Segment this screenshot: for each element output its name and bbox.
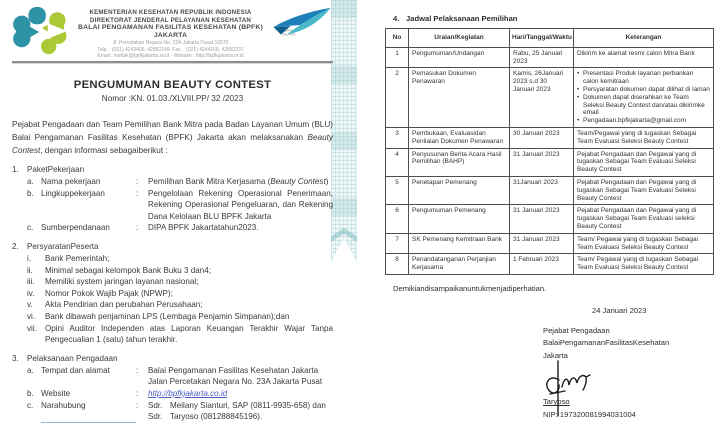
letterhead: [12, 6, 333, 60]
signatory-nip: NIP: 197320081994031004: [543, 409, 636, 419]
signatory-role: Pejabat Pengadaan: [543, 325, 610, 335]
cell-keterangan: Team/ Pegawai yang di tugaskan Sebagai Team Evaluasi Seleksi Beauty Contest: [574, 254, 714, 275]
requirement-item: vii. Opini Auditor Independen atas Laporan Keuangan Terakhir Wajar Tanpa Pengecualian 1 (satu) tahun terakhir.: [27, 323, 333, 345]
requirement-item: ii. Minimal sebagai kelompok Bank Buku 3 dan4;: [27, 265, 212, 275]
section-number: 1.: [12, 165, 19, 175]
field-value: Pengelolaan Rekening Operasional Penerimaan, Rekening Operasional Pengeluaran, dan Rekening Dana Kelolaan BLU BPFK Jakarta: [148, 188, 333, 221]
letter-date: 24 Januari 2023: [592, 305, 647, 315]
field-label: Lingkuppekerjaan: [41, 188, 105, 198]
cell-waktu: 31Januari 2023: [510, 176, 574, 204]
cell-kegiatan: SK Pemenang Kemitraan Bank: [409, 233, 510, 254]
requirement-item: i. Bank Pemerintah;: [27, 254, 110, 264]
cell-no: 2: [386, 68, 409, 128]
closing-line: Demikiandisampaikanuntukmenjadiperhatian.: [393, 283, 547, 293]
table-row: [386, 254, 714, 275]
cell-keterangan: Team/ Pegawai yang di tugaskan Sebagai Team Evaluasi Seleksi Beauty Contest: [574, 233, 714, 254]
signature-block: [543, 325, 713, 422]
requirement-item: iii. Memiliki system jaringan layanan nasional;: [27, 277, 199, 287]
office-phone: Telp. : (021) 4243406, 42882249, Fax. : (021) 4244168, 42882237: [97, 46, 244, 53]
table-row: [386, 176, 714, 204]
field-value: Sdr. Meilany Sianturi, SAP (0811-9935-658) dan Sdr. Taryoso (081288845196).: [148, 400, 326, 422]
cell-keterangan: [574, 68, 714, 128]
cell-kegiatan: Pemasukan Dokumen Penawaran: [409, 68, 510, 128]
page-left: [12, 6, 333, 423]
svg-text:JAKARTA: JAKARTA: [282, 32, 296, 37]
website-link[interactable]: http://bpfkjakarta.co.id: [148, 389, 228, 399]
table-header-row: [386, 29, 714, 48]
signature-icon: [543, 358, 595, 420]
decorative-ribbon: [331, 0, 357, 262]
keterangan-bullet: • Dokumen dapat diserahkan ke Team Seleksi Beauty Contest dan/atau dikirimke email: [577, 93, 705, 117]
field-label: Website: [41, 389, 71, 399]
table-row: [386, 68, 714, 128]
section-number: 2.: [12, 242, 19, 252]
field-row: c. Narahubung : Sdr. Meilany Sianturi, SAP (0811-9935-658) dan Sdr. Taryoso (081288845196).: [12, 400, 333, 423]
cell-keterangan: Team/Pegawai yang di tugaskan Sebagai Team Evaluasi Seleksi Beauty Contest: [574, 127, 714, 148]
letterhead-text: [70, 6, 271, 60]
field-value: [148, 388, 333, 400]
schedule-table: [385, 28, 714, 275]
cell-waktu: Rabu, 25 Januari 2023: [510, 47, 574, 68]
office-email-web: Email : kontak@bpfkjakarta.or.id - Website : http://bpfkjakarta.or.id: [97, 53, 244, 59]
schedule-table-body: [386, 47, 714, 274]
document-number: Nomor :KN. 01.03./XLVIII.PP/ 32 /2023: [101, 93, 244, 103]
cell-no: 6: [386, 205, 409, 233]
field-label: Nama pekerjaan: [41, 177, 101, 187]
signatory-name: Taryoso: [543, 397, 570, 407]
persyaratan-list: [12, 253, 333, 346]
cell-keterangan: Pejabat Pengadaan dan Pegawai yang di tugaskan Sebagai Team Evaluasi seleksi Beauty Contest: [574, 205, 714, 233]
office-name: BALAI PENGAMANAN FASILITAS KESEHATAN (BPFK) JAKARTA: [78, 24, 263, 39]
letterhead-rule: [12, 61, 333, 64]
cell-waktu: 30 Januari 2023: [510, 127, 574, 148]
field-value: DIPA BPFK Jakartatahun2023.: [148, 223, 259, 233]
kemenkes-logo-icon: [12, 6, 70, 56]
requirement-item: vi. Bank dibawah penjaminan LPS (Lembaga Penjamin Simpanan);dan: [27, 312, 290, 322]
section-paket-pekerjaan: [12, 164, 333, 234]
cell-kegiatan: Penandatanganan Perjanjian Kerjasama: [409, 254, 510, 275]
field-value: Pemilihan Bank Mitra Kerjasama (Beauty Contest): [148, 177, 329, 187]
keterangan-bullet: • Persyaratan dokumen dapat dilihat di laman: [577, 85, 710, 93]
cell-waktu: 31 Januari 2023: [510, 148, 574, 176]
requirement-item: iv. Nomor Pokok Wajib Pajak (NPWP);: [27, 288, 173, 298]
field-label: Sumberpendanaan: [41, 223, 110, 233]
field-value: Balai Pengamanan Fasilitas Kesehatan Jakarta Jalan Percetakan Negara No. 23A Jakarta Pusat: [148, 365, 323, 387]
ministry-name: KEMENTERIAN KESEHATAN REPUBLIK INDONESIA: [89, 9, 252, 16]
contact-person: Meilany Sianturi, SAP (0811-9935-658) dan: [170, 400, 326, 410]
field-row: b. Website : http://bpfkjakarta.co.id: [12, 388, 333, 400]
table-row: [386, 127, 714, 148]
office-address: Jl. Percetakan Negara No. 23A Jakarta Pusat 10570: [112, 40, 229, 46]
section-persyaratan-peserta: [12, 241, 333, 346]
keterangan-bullet: • Pengadaan.bpfkjakarta@gmail.com: [577, 117, 687, 125]
page-title: PENGUMUMAN BEAUTY CONTEST: [73, 78, 272, 91]
signatory-org: BalaiPengamananFasilitasKesehatan: [543, 338, 670, 348]
cell-keterangan: Pejabat Pengadaan dan Pegawai yang di tugaskan Sebagai Team Evaluasi Seleksi Beauty Contest: [574, 176, 714, 204]
cell-no: 8: [386, 254, 409, 275]
cell-kegiatan: Pembukaan, Evaluasidan Penilaian Dokumen Penawaran: [409, 127, 510, 148]
field-label: Tempat dan alamat: [41, 365, 110, 375]
keterangan-bullet: • Presentasi Produk layanan perbankan calon kemitraan: [577, 70, 694, 86]
cell-waktu: 1 Februari 2023: [510, 254, 574, 275]
section-title: PersyaratanPeserta: [27, 242, 99, 252]
cell-kegiatan: Penyusunan Berita Acara Hasil Pemilihan (BAHP): [409, 148, 510, 176]
schedule-heading: 4. Jadwal Pelaksanaan Pemilihan: [393, 14, 518, 23]
table-row: [386, 205, 714, 233]
column-header: Uraian/Kegiatan: [409, 29, 510, 48]
cell-keterangan: Dikirim ke alamat resmi calon Mitra Bank: [574, 47, 714, 68]
cell-no: 5: [386, 176, 409, 204]
section-title: PaketPekerjaan: [27, 165, 85, 175]
section-number: 3.: [12, 353, 19, 363]
field-row: c. Sumberpendanaan : DIPA BPFK Jakartatahun2023.: [12, 222, 333, 234]
section-title: Pelaksanaan Pengadaan: [27, 353, 118, 363]
field-row: b. Lingkuppekerjaan : Pengelolaan Rekening Operasional Penerimaan, Rekening Operasional Pengeluaran, dan Rekening Dana Kelolaan BLU BPFK Jakarta: [27, 188, 333, 221]
section-pelaksanaan-pengadaan: [12, 353, 333, 423]
field-label: Narahubung: [41, 400, 136, 423]
cell-kegiatan: Pengumuman/Undangan: [409, 47, 510, 68]
table-row: [386, 233, 714, 254]
bpfk-logo-icon: [271, 6, 333, 52]
cell-no: 3: [386, 127, 409, 148]
cell-kegiatan: Penetapan Pemenang: [409, 176, 510, 204]
cell-no: 1: [386, 47, 409, 68]
cell-kegiatan: Pengumuman Pemenang: [409, 205, 510, 233]
signatory-city: Jakarta: [543, 350, 568, 360]
directorate-name: DIREKTORAT JENDERAL PELAYANAN KESEHATAN: [89, 16, 252, 24]
column-header: Keterangan: [574, 29, 714, 48]
cell-no: 4: [386, 148, 409, 176]
ribbon-chevron: [331, 228, 357, 242]
bpfk-logo-caption: BPFK: [284, 28, 293, 33]
contact-person: Taryoso (081288845196).: [170, 412, 263, 422]
column-header: No: [386, 29, 409, 48]
field-row: a. Nama pekerjaan : Pemilihan Bank Mitra Kerjasama (Beauty Contest): [12, 176, 333, 188]
cell-waktu: 31 Januari 2023: [510, 205, 574, 233]
table-row: [386, 47, 714, 68]
cell-no: 7: [386, 233, 409, 254]
intro-paragraph: Pejabat Pengadaan dan Team Pemilihan Bank Mitra pada Badan Layanan Umum (BLU) Balai Pengamanan Fasilitas Kesehatan (BPFK) Jakarta akan melaksanakan Beauty Contest, dengan informasi sebagaiberikut :: [12, 119, 333, 155]
cell-waktu: Kamis, 26Januari 2023 s.d 30 Januari 2023: [510, 68, 574, 128]
cell-keterangan: Pejabat Pengadaan dan Pegawai yang di tugaskan Sebagai Team Evaluasi Seleksi Beauty Contest: [574, 148, 714, 176]
column-header: Hari/Tanggal/Waktu: [510, 29, 574, 48]
field-row: a. Tempat dan alamat : Balai Pengamanan Fasilitas Kesehatan Jakarta Jalan Percetakan Negara No. 23A Jakarta Pusat: [12, 365, 333, 388]
table-row: [386, 148, 714, 176]
page-right: [385, 14, 713, 421]
cell-waktu: 31 Januari 2023: [510, 233, 574, 254]
requirement-item: v. Akta Pendirian dan perubahan Perusahaan;: [27, 300, 203, 310]
